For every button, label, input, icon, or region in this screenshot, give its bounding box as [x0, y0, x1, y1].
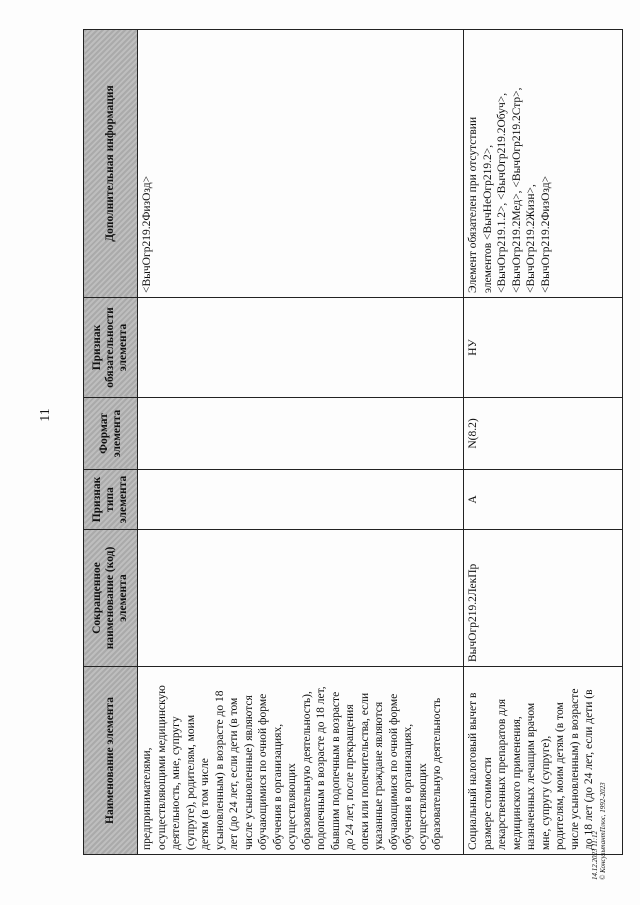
cell-element-required [138, 298, 464, 398]
cell-element-code [138, 530, 464, 667]
cell-element-required: НУ [464, 298, 623, 398]
rotated-table-wrapper [83, 30, 623, 855]
cell-element-code: ВычОгр219.2ЛекПр [464, 530, 623, 667]
cell-additional-info: Элемент обязателен при отсутствии элементов <ВычНеОгр219.2>, <ВычОгр219.1.2>, <ВычОгр219.2Обуч>, <ВычОгр219.2Мед>, <ВычОгр219.2Стр>, <ВычОгр219.2Жизн>, <ВычОгр219.2ФизОзд> [464, 30, 623, 298]
cell-element-name: предпринимателями, осуществляющими медицинскую деятельность, мне, супругу (супруге), родителям, моим детям (в том числе усыновленным) в возрасте до 18 лет (до 24 лет, если дети (в том числе усыновленные) являются обучающимися по очной форме обучения в организациях, осуществляющих образовательную деятельность), подопечным в возрасте до 18 лет, бывшим подопечным в возрасте до 24 лет, после прекращения опеки или попечительства, если указанные граждане являются обучающимися по очной форме обучения в организациях, осуществляющих образовательную деятельность [138, 667, 464, 855]
page-number: 11 [38, 408, 53, 422]
table-row [138, 30, 464, 855]
elements-table [83, 29, 623, 855]
header-element-name: Наименование элемента [84, 667, 138, 855]
header-element-required: Признак обязательности элемента [84, 298, 138, 398]
footer-copyright: © КонсультантПлюс, 1992-2023 [599, 782, 607, 880]
cell-element-format: N(8.2) [464, 398, 623, 470]
cell-additional-info: <ВычОгр219.2ФизОзд> [138, 30, 464, 298]
cell-element-type [138, 470, 464, 530]
header-additional-info: Дополнительная информация [84, 30, 138, 298]
footer-stamp [591, 730, 607, 880]
header-element-code: Сокращенное наименование (код) элемента [84, 530, 138, 667]
header-element-format: Формат элемента [84, 398, 138, 470]
cell-element-name: Социальный налоговый вычет в размере стоимости лекарственных препаратов для медицинского применения, назначенных лечащим врачом мне, супругу (супруге), родителям, моим детям (в том числе усыновленным) в возрасте до 18 лет (до 24 лет, если дети (в [464, 667, 623, 855]
table-header-row [84, 30, 138, 855]
header-element-type: Признак типа элемента [84, 470, 138, 530]
cell-element-type: А [464, 470, 623, 530]
footer-date: 14.12.2023 11:12 [591, 830, 599, 880]
cell-element-format [138, 398, 464, 470]
